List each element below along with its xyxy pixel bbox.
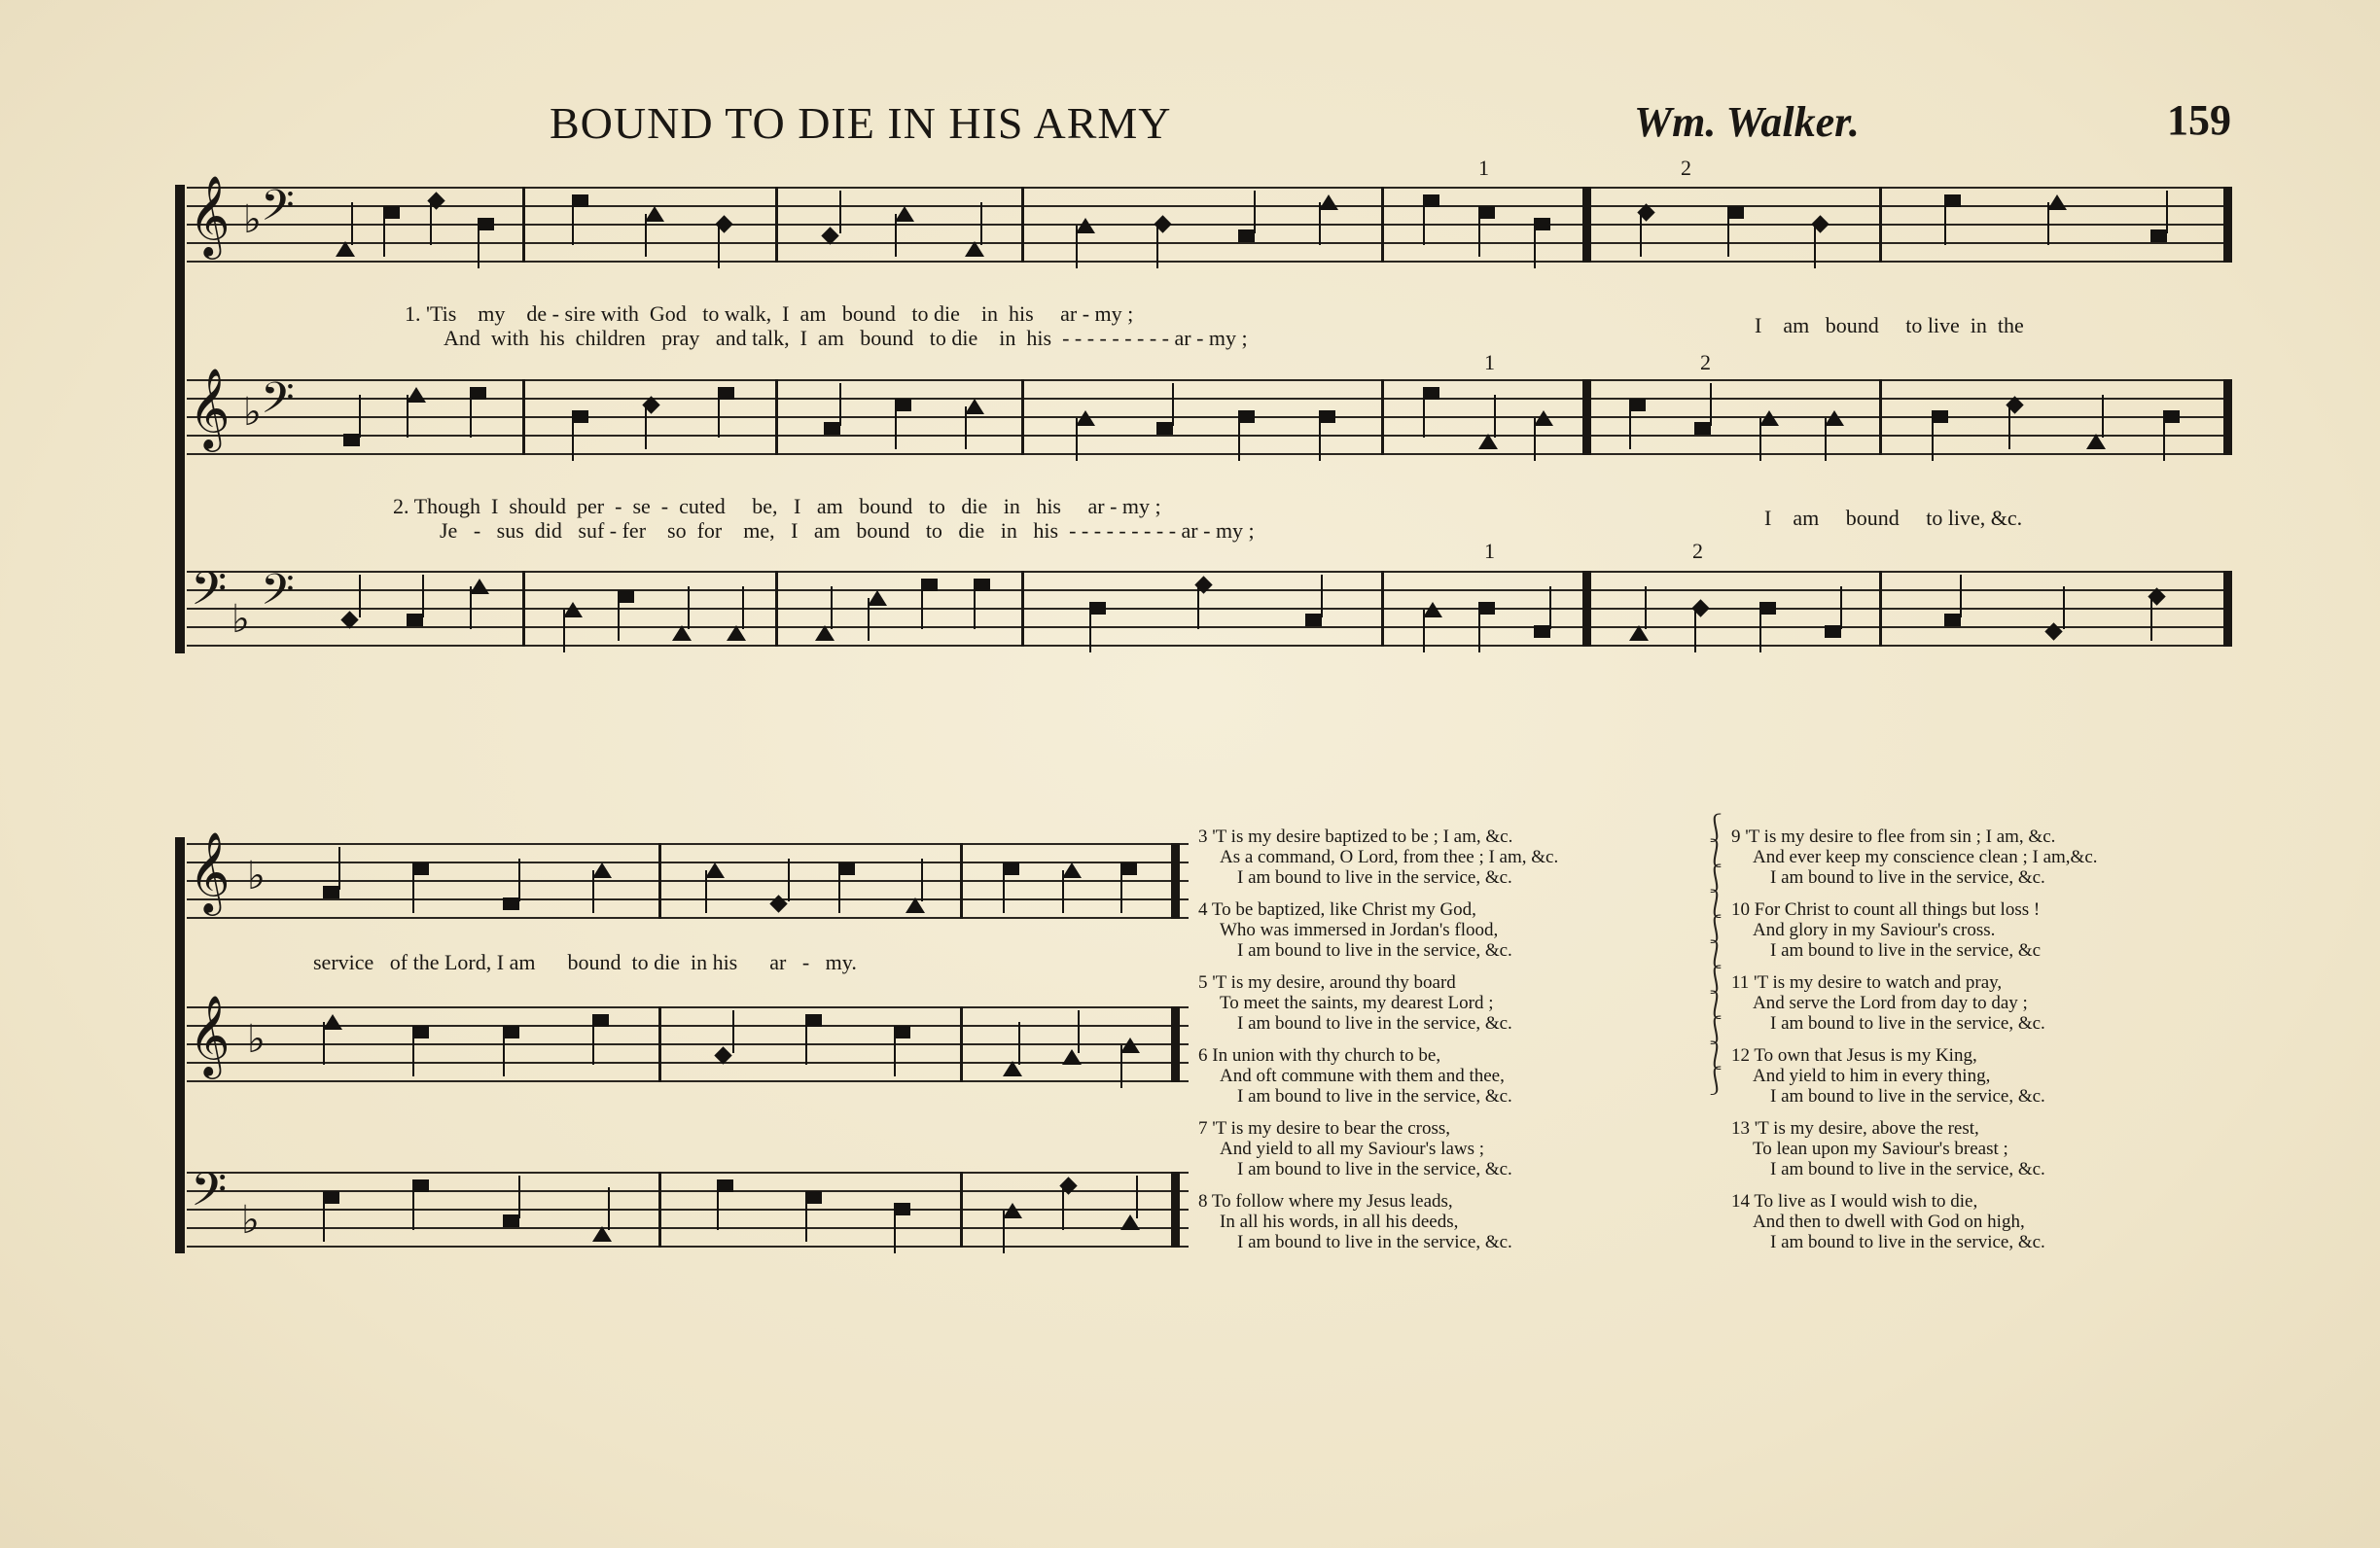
verse-line: And serve the Lord from day to day ; <box>1753 993 2028 1013</box>
verse-line: 3 'T is my desire baptized to be ; I am, &c. <box>1198 827 1513 847</box>
shape-note <box>1759 410 1779 426</box>
note-stem <box>839 383 841 426</box>
note-stem <box>2163 418 2165 461</box>
verse-line: 5 'T is my desire, around thy board <box>1198 972 1456 993</box>
note-stem <box>2166 191 2168 233</box>
verse-stanza <box>1198 899 1558 961</box>
shape-note <box>895 399 911 411</box>
shape-note <box>1319 194 1338 210</box>
shape-note <box>1319 410 1335 423</box>
shape-note <box>1076 410 1095 426</box>
note-stem <box>1645 586 1647 629</box>
second-ending-label: 2 <box>1681 156 1691 180</box>
note-stem <box>2150 598 2152 641</box>
treble-clef-icon: 𝄞 <box>189 997 231 1074</box>
verses-column-1 <box>1198 827 1558 1264</box>
shape-note <box>323 886 339 898</box>
shape-note <box>2047 194 2067 210</box>
note-stem <box>868 598 870 641</box>
flat-key-signature: ♭ <box>231 597 250 641</box>
verse-line: I am bound to live in the service, &c. <box>1770 1232 2045 1252</box>
note-stem <box>2063 586 2065 629</box>
note-stem <box>572 202 574 245</box>
note-stem <box>1710 383 1712 426</box>
shape-note <box>1534 410 1553 426</box>
shape-note <box>1120 862 1137 875</box>
verse-stanza <box>1731 1191 2098 1252</box>
shape-note <box>1120 1038 1140 1053</box>
note-stem <box>323 1022 325 1065</box>
note-stem <box>1759 610 1761 652</box>
verse-line: 13 'T is my desire, above the rest, <box>1731 1118 1979 1139</box>
note-stem <box>894 1034 896 1076</box>
note-stem <box>839 191 841 233</box>
staff-bass-3 <box>187 1164 1189 1248</box>
shape-note <box>572 194 588 207</box>
bass-clef-icon: 𝄢 <box>191 563 228 626</box>
verse-stanza <box>1198 1191 1558 1252</box>
shape-note <box>1944 194 1961 207</box>
note-stem <box>359 575 361 617</box>
shape-note <box>645 206 664 222</box>
note-stem <box>1814 226 1816 268</box>
shape-note <box>1694 422 1711 435</box>
note-stem <box>1932 418 1934 461</box>
verse-line: I am bound to live in the service, &c. <box>1237 1013 1512 1034</box>
page-number: 159 <box>2167 96 2231 144</box>
first-ending-label: 1 <box>1484 350 1495 374</box>
verse-line: I am bound to live in the service, &c <box>1770 940 2042 961</box>
song-title: BOUND TO DIE IN HIS ARMY <box>550 98 1172 148</box>
verse-line: 8 To follow where my Jesus leads, <box>1198 1191 1453 1212</box>
verse-line: To lean upon my Saviour's breast ; <box>1753 1139 2008 1159</box>
shape-note <box>1825 410 1844 426</box>
shape-note <box>718 387 734 400</box>
note-stem <box>1629 406 1631 449</box>
shape-note <box>838 862 855 875</box>
verse-stanza <box>1198 1045 1558 1107</box>
verse-line: 7 'T is my desire to bear the cross, <box>1198 1118 1450 1139</box>
flat-key-signature: ♭ <box>247 1017 266 1061</box>
note-stem <box>1076 418 1078 461</box>
note-stem <box>1478 214 1480 257</box>
shape-note <box>323 1191 339 1204</box>
shape-note <box>1423 602 1442 617</box>
note-stem <box>1478 610 1480 652</box>
staff-treble-2 <box>187 369 2232 455</box>
note-stem <box>1423 202 1425 245</box>
verse-stanza <box>1731 827 2098 888</box>
verse-line: I am bound to live in the service, &c. <box>1237 1232 1512 1252</box>
note-stem <box>645 406 647 449</box>
note-stem <box>608 1187 610 1230</box>
verse-line: I am bound to live in the service, &c. <box>1770 867 2045 888</box>
shape-note <box>592 1014 609 1027</box>
note-stem <box>470 395 472 438</box>
note-stem <box>805 1199 807 1242</box>
note-stem <box>572 418 574 461</box>
verse-line: And ever keep my conscience clean ; I am,&c. <box>1753 847 2098 867</box>
verse-line: I am bound to live in the service, &c. <box>1237 940 1512 961</box>
verse2-lyric-line2: Je - sus did suf - fer so for me, I am bound to die in his - - - - - - - - - ar - my ; <box>440 518 1255 543</box>
note-stem <box>831 586 833 629</box>
note-stem <box>980 202 982 245</box>
shape-note <box>1629 399 1646 411</box>
note-stem <box>2047 202 2049 245</box>
system2-lyric-line: service of the Lord, I am bound to die in his ar - my. <box>313 950 857 974</box>
shape-note <box>894 1026 910 1038</box>
treble-clef-icon: 𝄞 <box>189 833 231 911</box>
note-stem <box>921 586 923 629</box>
shape-note <box>503 1214 519 1227</box>
note-stem <box>412 1034 414 1076</box>
shape-note <box>503 1026 519 1038</box>
shape-note <box>2163 410 2180 423</box>
shape-note <box>572 410 588 423</box>
shape-note <box>974 579 990 591</box>
note-stem <box>2102 395 2104 438</box>
note-stem <box>1197 586 1199 629</box>
note-stem <box>563 610 565 652</box>
shape-note <box>470 387 486 400</box>
shape-note <box>407 614 423 626</box>
verse-line: I am bound to live in the service, &c. <box>1237 1159 1512 1179</box>
flat-key-signature: ♭ <box>241 1198 260 1242</box>
shape-note <box>470 579 489 594</box>
shape-note <box>407 387 426 403</box>
treble-clef-icon: 𝄞 <box>189 369 231 447</box>
verse-line: In all his words, in all his deeds, <box>1220 1212 1459 1232</box>
note-stem <box>1494 395 1496 438</box>
note-stem <box>518 859 520 901</box>
first-ending-label: 1 <box>1478 156 1489 180</box>
shape-note <box>1423 387 1439 400</box>
note-stem <box>1960 575 1962 617</box>
shape-note <box>1305 614 1322 626</box>
flat-key-signature: ♭ <box>247 854 266 897</box>
note-stem <box>430 202 432 245</box>
note-stem <box>1321 575 1323 617</box>
shape-note <box>1534 218 1550 230</box>
staff-bass-3 <box>187 563 2232 647</box>
verse1-refrain-start: I am bound to live in the <box>1755 313 2024 337</box>
note-stem <box>592 1022 594 1065</box>
shape-note <box>1478 206 1495 219</box>
note-stem <box>1254 191 1256 233</box>
shape-note <box>1003 1203 1022 1218</box>
verse-line: Who was immersed in Jordan's flood, <box>1220 920 1499 940</box>
verse-line: 10 For Christ to count all things but loss ! <box>1731 899 2041 920</box>
note-stem <box>742 586 744 629</box>
note-stem <box>1120 1045 1122 1088</box>
verse-line: 14 To live as I would wish to die, <box>1731 1191 1978 1212</box>
shape-note <box>323 1014 342 1030</box>
shape-note <box>412 1179 429 1192</box>
shape-note <box>1727 206 1744 219</box>
note-stem <box>1944 202 1946 245</box>
note-stem <box>1727 214 1729 257</box>
note-stem <box>895 214 897 257</box>
shape-note <box>921 579 938 591</box>
shape-note <box>618 590 634 603</box>
note-stem <box>422 575 424 617</box>
note-stem <box>518 1176 520 1218</box>
note-stem <box>688 586 690 629</box>
verse-line: I am bound to live in the service, &c. <box>1770 1013 2045 1034</box>
shape-note <box>1238 410 1255 423</box>
note-stem <box>788 859 790 901</box>
verse-line: 11 'T is my desire to watch and pray, <box>1731 972 2003 993</box>
note-stem <box>1423 610 1425 652</box>
shape-note <box>1089 602 1106 615</box>
note-stem <box>1003 1211 1005 1253</box>
verse-line: I am bound to live in the service, &c. <box>1237 867 1512 888</box>
shape-note <box>868 590 887 606</box>
verse-line: And yield to him in every thing, <box>1753 1066 1991 1086</box>
treble-clef-icon: 𝄞 <box>189 177 231 255</box>
verse-line: And glory in my Saviour's cross. <box>1753 920 1996 940</box>
flat-key-signature: ♭ <box>243 197 262 241</box>
bass-clef-icon: 𝄢 <box>191 1164 228 1227</box>
note-stem <box>805 1022 807 1065</box>
note-stem <box>1120 870 1122 913</box>
verse-stanza <box>1198 1118 1558 1179</box>
verse2-refrain-start: I am bound to live, &c. <box>1764 506 2023 530</box>
shape-note <box>1003 862 1019 875</box>
verse-line: 9 'T is my desire to flee from sin ; I am, &c. <box>1731 827 2056 847</box>
verse-stanza <box>1731 899 2098 961</box>
shape-note <box>965 399 984 414</box>
verse-divider: ⎰ ⎱ ⎰ ⎱ ⎰ ⎱ ⎰ ⎱ ⎰ ⎱ ⎰ <box>1702 814 1730 1097</box>
note-stem <box>1062 870 1064 913</box>
verse2-lyric-line1: 2. Though I should per - se - cuted be, I am bound to die in his ar - my ; <box>393 494 1161 518</box>
verse-line: 6 In union with thy church to be, <box>1198 1045 1441 1066</box>
second-ending-label: 2 <box>1700 350 1711 374</box>
bass-clef-icon: 𝄢 <box>261 182 295 240</box>
system-brace <box>175 185 185 653</box>
note-stem <box>645 214 647 257</box>
verse-stanza <box>1731 972 2098 1034</box>
note-stem <box>1319 202 1321 245</box>
note-stem <box>1172 383 1174 426</box>
flat-key-signature: ♭ <box>243 390 262 434</box>
verse-line: And then to dwell with God on high, <box>1753 1212 2025 1232</box>
shape-note <box>717 1179 733 1192</box>
shape-note <box>705 862 725 878</box>
verse1-lyric-line2: And with his children pray and talk, I am bound to die in his - - - - - - - - - ar - my ; <box>444 326 1248 350</box>
shape-note <box>824 422 840 435</box>
verse1-lyric-line1: 1. 'Tis my de - sire with God to walk, I am bound to die in his ar - my ; <box>405 301 1134 326</box>
shape-note <box>805 1191 822 1204</box>
shape-note <box>1238 229 1255 242</box>
shape-note <box>1478 602 1495 615</box>
shape-note <box>592 862 612 878</box>
shape-note <box>1156 422 1173 435</box>
note-stem <box>1078 1010 1080 1053</box>
verse-line: I am bound to live in the service, &c. <box>1770 1086 2045 1107</box>
note-stem <box>921 859 923 901</box>
shape-note <box>894 1203 910 1215</box>
shape-note <box>412 862 429 875</box>
note-stem <box>1089 610 1091 652</box>
bass-clef-icon: 𝄢 <box>261 374 295 433</box>
shape-note <box>503 897 519 910</box>
shape-note <box>2150 229 2167 242</box>
shape-note <box>1062 862 1082 878</box>
note-stem <box>2008 406 2010 449</box>
verse-line: And yield to all my Saviour's laws ; <box>1220 1139 1485 1159</box>
shape-note <box>563 602 583 617</box>
note-stem <box>1156 226 1158 268</box>
note-stem <box>1423 395 1425 438</box>
shape-note <box>412 1026 429 1038</box>
note-stem <box>1534 226 1536 268</box>
note-stem <box>412 1187 414 1230</box>
shape-note <box>895 206 914 222</box>
note-stem <box>470 586 472 629</box>
note-stem <box>718 226 720 268</box>
verse-stanza <box>1198 972 1558 1034</box>
first-ending-label: 1 <box>1484 539 1495 563</box>
shape-note <box>1423 194 1439 207</box>
note-stem <box>705 870 707 913</box>
shape-note <box>1759 602 1776 615</box>
note-stem <box>1549 586 1551 629</box>
bass-clef-icon: 𝄢 <box>261 566 295 624</box>
shape-note <box>1076 218 1095 233</box>
verses-column-2 <box>1731 827 2098 1264</box>
note-stem <box>351 202 353 245</box>
staff-treble-1 <box>187 833 1189 919</box>
shape-note <box>383 206 400 219</box>
verse-line: And oft commune with them and thee, <box>1220 1066 1505 1086</box>
shape-note <box>1932 410 1948 423</box>
staff-treble-1 <box>187 177 2232 263</box>
note-stem <box>1534 418 1536 461</box>
note-stem <box>1076 226 1078 268</box>
verse-stanza <box>1198 827 1558 888</box>
music-system-1 <box>175 156 2232 671</box>
second-ending-label: 2 <box>1692 539 1703 563</box>
shape-note <box>805 1014 822 1027</box>
system-brace <box>175 837 185 1253</box>
note-stem <box>412 870 414 913</box>
note-stem <box>718 395 720 438</box>
note-stem <box>1640 214 1642 257</box>
note-stem <box>965 406 967 449</box>
note-stem <box>1759 418 1761 461</box>
verse-line: To meet the saints, my dearest Lord ; <box>1220 993 1494 1013</box>
staff-treble-2 <box>187 997 1189 1082</box>
shape-note <box>1944 614 1961 626</box>
note-stem <box>1136 1176 1138 1218</box>
music-system-2 <box>175 831 1191 1264</box>
note-stem <box>1062 1187 1064 1230</box>
verse-line: As a command, O Lord, from thee ; I am, &c. <box>1220 847 1559 867</box>
note-stem <box>323 1199 325 1242</box>
shape-note <box>1825 625 1841 638</box>
composer-name: Wm. Walker. <box>1634 98 1860 146</box>
note-stem <box>359 395 361 438</box>
note-stem <box>895 406 897 449</box>
note-stem <box>618 598 620 641</box>
verse-line: I am bound to live in the service, &c. <box>1237 1086 1512 1107</box>
note-stem <box>1840 586 1842 629</box>
note-stem <box>407 395 409 438</box>
verse-line: 4 To be baptized, like Christ my God, <box>1198 899 1476 920</box>
note-stem <box>338 847 340 890</box>
verse-stanza <box>1731 1045 2098 1107</box>
note-stem <box>1238 418 1240 461</box>
note-stem <box>1825 418 1827 461</box>
note-stem <box>1319 418 1321 461</box>
note-stem <box>1018 1022 1020 1065</box>
note-stem <box>592 870 594 913</box>
note-stem <box>894 1211 896 1253</box>
note-stem <box>1003 870 1005 913</box>
shape-note <box>478 218 494 230</box>
verse-line: I am bound to live in the service, &c. <box>1770 1159 2045 1179</box>
note-stem <box>478 226 480 268</box>
note-stem <box>717 1187 719 1230</box>
note-stem <box>1694 610 1696 652</box>
verse-stanza <box>1731 1118 2098 1179</box>
verse-line: 12 To own that Jesus is my King, <box>1731 1045 1977 1066</box>
shape-note <box>1534 625 1550 638</box>
note-stem <box>383 214 385 257</box>
note-stem <box>974 586 976 629</box>
shape-note <box>343 434 360 446</box>
note-stem <box>732 1010 734 1053</box>
note-stem <box>838 870 840 913</box>
note-stem <box>503 1034 505 1076</box>
